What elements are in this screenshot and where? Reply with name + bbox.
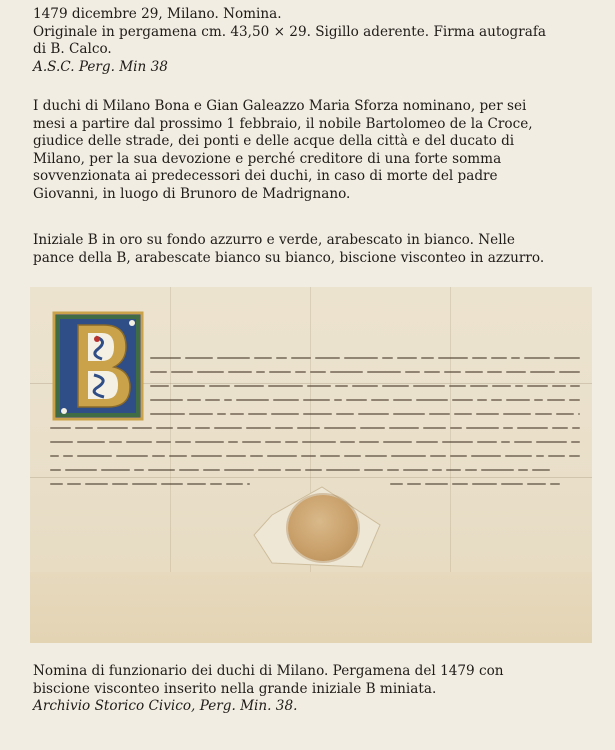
ink-stroke xyxy=(578,413,580,415)
ink-stroke xyxy=(226,483,243,485)
ink-stroke xyxy=(132,483,157,485)
ink-stroke xyxy=(301,455,316,457)
ink-stroke xyxy=(50,441,73,443)
ink-stroke xyxy=(330,371,363,373)
ink-stroke xyxy=(67,483,81,485)
ink-stroke xyxy=(571,441,580,443)
ink-stroke xyxy=(550,483,560,485)
ink-stroke xyxy=(344,357,378,359)
parchment-lower-band xyxy=(30,572,592,643)
ink-stroke xyxy=(371,399,389,401)
ink-stroke xyxy=(297,427,320,429)
ink-stroke xyxy=(515,385,523,387)
ink-stroke xyxy=(547,399,565,401)
ink-stroke xyxy=(234,385,264,387)
ink-stroke xyxy=(150,371,167,373)
ink-stroke xyxy=(285,469,301,471)
ink-stroke xyxy=(112,483,128,485)
illuminated-initial-b-icon xyxy=(52,311,144,421)
ink-stroke xyxy=(430,455,446,457)
ink-stroke xyxy=(506,371,526,373)
ink-stroke xyxy=(307,385,331,387)
ink-stroke xyxy=(150,399,183,401)
document-header xyxy=(33,6,603,76)
ink-stroke xyxy=(320,455,340,457)
ink-stroke xyxy=(389,427,419,429)
ink-stroke xyxy=(336,413,354,415)
ink-stroke xyxy=(407,483,421,485)
ink-stroke xyxy=(367,371,401,373)
ink-stroke xyxy=(382,357,393,359)
ink-stroke xyxy=(335,385,348,387)
ink-stroke xyxy=(132,427,152,429)
caption-line: biscione visconteo inserito nella grande iniziale B miniata. xyxy=(33,680,437,697)
ink-stroke xyxy=(429,413,450,415)
ink-stroke xyxy=(365,455,387,457)
caption-archive-ref: Archivio Storico Civico, Perg. Min. 38. xyxy=(33,698,298,715)
ink-stroke xyxy=(210,483,222,485)
description-line: mesi a partire dal prossimo 1 febbraio, il nobile Bartolomeo de la Croce, xyxy=(33,115,533,132)
ink-stroke xyxy=(454,413,472,415)
ink-stroke xyxy=(382,385,409,387)
ink-stroke xyxy=(134,469,144,471)
ink-stroke xyxy=(246,427,271,429)
ink-stroke xyxy=(491,357,507,359)
ink-stroke xyxy=(265,441,281,443)
ink-stroke xyxy=(465,371,483,373)
ink-stroke xyxy=(364,469,383,471)
ink-stroke xyxy=(536,455,544,457)
ink-stroke xyxy=(450,427,462,429)
ink-stroke xyxy=(85,483,108,485)
ink-stroke xyxy=(185,357,213,359)
ink-stroke xyxy=(530,371,555,373)
ink-stroke xyxy=(242,441,261,443)
ink-stroke xyxy=(191,455,222,457)
ink-stroke xyxy=(248,413,267,415)
ink-stroke xyxy=(536,441,567,443)
ink-stroke xyxy=(303,413,332,415)
wax-seal-icon xyxy=(288,495,358,561)
ink-stroke xyxy=(228,371,252,373)
ink-stroke xyxy=(393,399,412,401)
ink-stroke xyxy=(465,469,477,471)
ink-stroke xyxy=(256,371,265,373)
ink-stroke xyxy=(187,483,206,485)
ink-stroke xyxy=(527,385,548,387)
ink-stroke xyxy=(150,357,181,359)
ink-stroke xyxy=(50,427,71,429)
ink-stroke xyxy=(247,483,250,485)
ink-stroke xyxy=(569,455,580,457)
ink-stroke xyxy=(360,427,385,429)
ink-stroke xyxy=(518,469,528,471)
ink-stroke xyxy=(552,385,566,387)
ink-stroke xyxy=(481,469,514,471)
ink-stroke xyxy=(150,385,169,387)
ink-stroke xyxy=(572,427,580,429)
ink-stroke xyxy=(276,357,287,359)
ink-stroke xyxy=(77,455,112,457)
ink-stroke xyxy=(275,427,293,429)
ink-stroke xyxy=(305,469,322,471)
header-archive-ref: A.S.C. Perg. Min 38 xyxy=(33,58,168,75)
ink-stroke xyxy=(425,483,448,485)
ink-stroke xyxy=(569,399,580,401)
document-description xyxy=(33,98,603,204)
ink-stroke xyxy=(236,399,269,401)
ink-stroke xyxy=(254,357,272,359)
ink-stroke xyxy=(470,385,488,387)
ink-stroke xyxy=(150,413,185,415)
ink-stroke xyxy=(501,441,510,443)
ink-stroke xyxy=(413,385,445,387)
ink-stroke xyxy=(230,413,244,415)
ink-stroke xyxy=(391,455,426,457)
ink-stroke xyxy=(405,371,420,373)
ink-stroke xyxy=(503,413,531,415)
ink-stroke xyxy=(438,357,468,359)
ink-stroke xyxy=(535,413,552,415)
ink-stroke xyxy=(559,371,580,373)
ink-stroke xyxy=(517,427,548,429)
ink-stroke xyxy=(269,371,291,373)
ink-stroke xyxy=(173,385,205,387)
description-line: Milano, per la sua devozione e perché creditore di una forte somma xyxy=(33,150,502,167)
ink-stroke xyxy=(487,371,502,373)
ink-stroke xyxy=(424,371,440,373)
ink-stroke xyxy=(506,399,530,401)
ink-stroke xyxy=(514,441,532,443)
ink-stroke xyxy=(205,399,220,401)
ink-stroke xyxy=(511,357,520,359)
ink-stroke xyxy=(156,441,171,443)
ink-stroke xyxy=(116,455,148,457)
ink-stroke xyxy=(50,469,61,471)
ink-stroke xyxy=(171,371,193,373)
ink-stroke xyxy=(267,455,297,457)
ink-stroke xyxy=(187,399,201,401)
ink-stroke xyxy=(472,357,487,359)
ink-stroke xyxy=(359,441,379,443)
ink-stroke xyxy=(387,469,399,471)
ink-stroke xyxy=(334,399,342,401)
ink-stroke xyxy=(477,399,487,401)
ink-stroke xyxy=(346,399,367,401)
ink-stroke xyxy=(268,385,303,387)
ink-stroke xyxy=(273,399,299,401)
ink-stroke xyxy=(209,385,230,387)
ink-stroke xyxy=(226,455,246,457)
header-signature-line: di B. Calco. xyxy=(33,41,112,58)
ink-stroke xyxy=(224,469,254,471)
ink-stroke xyxy=(324,427,356,429)
ink-stroke xyxy=(416,441,438,443)
initial-note xyxy=(33,232,603,267)
ink-stroke xyxy=(442,441,473,443)
ink-stroke xyxy=(501,483,523,485)
ink-stroke xyxy=(189,413,213,415)
ink-stroke xyxy=(148,469,175,471)
ink-stroke xyxy=(446,469,461,471)
ink-stroke xyxy=(126,441,152,443)
ink-stroke xyxy=(477,441,497,443)
ink-stroke xyxy=(492,385,511,387)
ink-stroke xyxy=(505,455,532,457)
ink-stroke xyxy=(472,483,497,485)
ink-stroke xyxy=(175,441,191,443)
description-line: giudice delle strade, dei ponti e delle acque della città e del ducato di xyxy=(33,133,515,150)
ink-stroke xyxy=(534,399,543,401)
ink-stroke xyxy=(195,427,210,429)
ink-stroke xyxy=(302,441,336,443)
ink-stroke xyxy=(491,399,502,401)
ink-stroke xyxy=(77,441,105,443)
ink-stroke xyxy=(397,357,417,359)
note-line: Iniziale B in oro su fondo azzurro e verde, arabescato in bianco. Nelle xyxy=(33,232,515,248)
parchment-photo xyxy=(30,287,592,643)
ink-stroke xyxy=(50,483,63,485)
ink-stroke xyxy=(203,469,220,471)
parchment-fold xyxy=(30,477,592,478)
ink-stroke xyxy=(524,357,550,359)
ink-stroke xyxy=(421,357,434,359)
ink-stroke xyxy=(358,413,389,415)
ink-stroke xyxy=(532,469,550,471)
ink-stroke xyxy=(291,357,311,359)
ink-stroke xyxy=(403,469,428,471)
ink-stroke xyxy=(217,413,226,415)
description-line: I duchi di Milano Bona e Gian Galeazzo Maria Sforza nominano, per sei xyxy=(33,98,527,114)
ink-stroke xyxy=(340,441,355,443)
ink-stroke xyxy=(450,455,467,457)
ink-stroke xyxy=(315,357,340,359)
ink-stroke xyxy=(383,441,412,443)
header-date-line: 1479 dicembre 29, Milano. Nomina. xyxy=(33,6,282,22)
ink-stroke xyxy=(393,413,425,415)
ink-stroke xyxy=(177,427,191,429)
note-line: pance della B, arabescate bianco su bianco, biscione visconteo in azzurro. xyxy=(33,249,545,266)
photo-caption xyxy=(33,663,603,716)
ink-stroke xyxy=(197,371,224,373)
ink-stroke xyxy=(303,399,330,401)
ink-stroke xyxy=(554,357,580,359)
ink-stroke xyxy=(63,455,73,457)
description-line: Giovanni, in luogo di Brunoro de Madrignano. xyxy=(33,185,351,202)
ink-stroke xyxy=(503,427,513,429)
ink-stroke xyxy=(471,455,501,457)
ink-stroke xyxy=(195,441,224,443)
ink-stroke xyxy=(552,427,568,429)
ink-stroke xyxy=(390,483,403,485)
ink-stroke xyxy=(556,413,574,415)
ink-stroke xyxy=(295,371,306,373)
ink-stroke xyxy=(101,469,130,471)
ink-stroke xyxy=(310,371,326,373)
ink-stroke xyxy=(416,399,448,401)
ink-stroke xyxy=(423,427,446,429)
ink-stroke xyxy=(214,427,242,429)
ink-stroke xyxy=(452,483,468,485)
ink-stroke xyxy=(352,385,378,387)
ink-stroke xyxy=(285,441,298,443)
ink-stroke xyxy=(152,455,165,457)
ink-stroke xyxy=(344,455,361,457)
caption-line: Nomina di funzionario dei duchi di Milano. Pergamena del 1479 con xyxy=(33,663,504,679)
ink-stroke xyxy=(250,455,263,457)
ink-stroke xyxy=(169,455,187,457)
ink-stroke xyxy=(50,455,59,457)
ink-stroke xyxy=(258,469,281,471)
ink-stroke xyxy=(156,427,173,429)
ink-stroke xyxy=(326,469,360,471)
ink-stroke xyxy=(548,455,565,457)
header-material-line: Originale in pergamena cm. 43,50 × 29. Sigillo aderente. Firma autografa xyxy=(33,23,546,40)
ink-stroke xyxy=(476,413,499,415)
ink-stroke xyxy=(228,441,238,443)
description-line: sovvenzionata ai predecessori dei duchi, in caso di morte del padre xyxy=(33,168,498,185)
ink-stroke xyxy=(444,371,461,373)
ink-stroke xyxy=(217,357,250,359)
ink-stroke xyxy=(449,385,466,387)
ink-stroke xyxy=(97,427,128,429)
ink-stroke xyxy=(161,483,183,485)
ink-stroke xyxy=(109,441,122,443)
ink-stroke xyxy=(527,483,546,485)
ink-stroke xyxy=(432,469,442,471)
ink-stroke xyxy=(179,469,199,471)
ink-stroke xyxy=(75,427,93,429)
ink-stroke xyxy=(452,399,473,401)
ink-stroke xyxy=(65,469,97,471)
ink-stroke xyxy=(466,427,499,429)
ink-stroke xyxy=(271,413,299,415)
ink-stroke xyxy=(224,399,232,401)
ink-stroke xyxy=(570,385,580,387)
